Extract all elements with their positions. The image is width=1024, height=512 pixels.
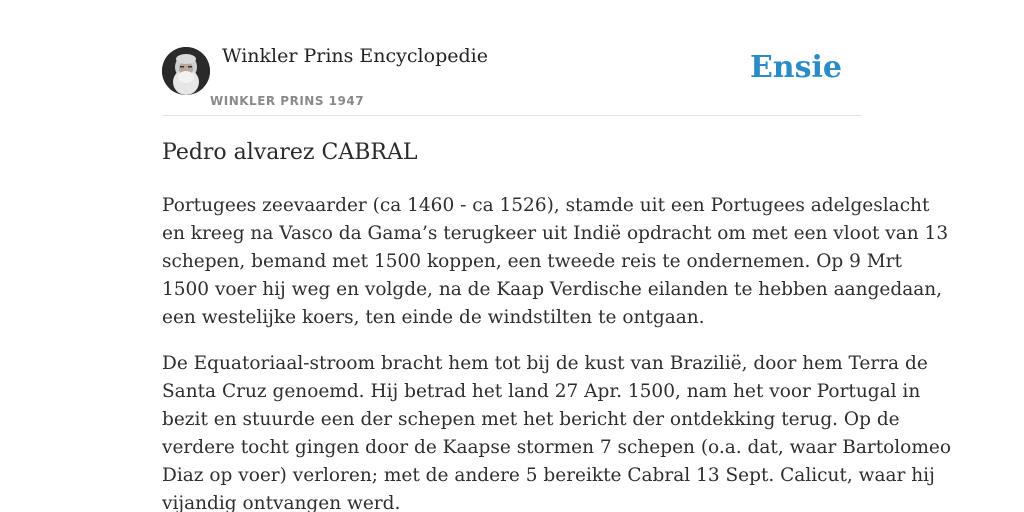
edition-label[interactable]: WINKLER PRINS 1947 <box>210 94 365 108</box>
paragraph-line: verdere tocht gingen door de Kaapse stormen 7 schepen (o.a. dat, waar Bartolomeo <box>162 437 951 458</box>
bearded-man-portrait-icon <box>162 47 210 95</box>
paragraph-line: en kreeg na Vasco da Gama’s terugkeer uit Indië opdracht om met een vloot van 13 <box>162 223 949 244</box>
paragraph-line: De Equatoriaal-stroom bracht hem tot bij de kust van Brazilië, door hem Terra de <box>162 353 928 374</box>
paragraph-line: Santa Cruz genoemd. Hij betrad het land 27 Apr. 1500, nam het voor Portugal in <box>162 381 921 402</box>
header <box>162 0 862 116</box>
paragraph-line: 1500 voer hij weg en volgde, na de Kaap Verdische eilanden te hebben aangedaan, <box>162 279 943 300</box>
paragraph-line: schepen, bemand met 1500 koppen, een tweede reis te ondernemen. Op 9 Mrt <box>162 251 902 272</box>
avatar[interactable] <box>162 47 210 95</box>
article-body <box>162 192 951 512</box>
paragraph-line: bezit en stuurde een der schepen met het bericht der ontdekking terug. Op de <box>162 409 900 430</box>
paragraph-line: Diaz op voer) verloren; met de andere 5 bereikte Cabral 13 Sept. Calicut, waar hij <box>162 465 935 486</box>
article-title: Pedro alvarez CABRAL <box>162 140 418 165</box>
site-title[interactable]: Winkler Prins Encyclopedie <box>222 45 488 67</box>
article-paragraph <box>162 192 949 332</box>
paragraph-line: vijandig ontvangen werd. <box>162 493 401 512</box>
article-paragraph <box>162 350 951 512</box>
paragraph-line: Portugees zeevaarder (ca 1460 - ca 1526), stamde uit een Portugees adelgeslacht <box>162 195 930 216</box>
brand-logo[interactable]: Ensie <box>749 50 842 85</box>
paragraph-line: een westelijke koers, ten einde de windstilten te ontgaan. <box>162 307 705 328</box>
